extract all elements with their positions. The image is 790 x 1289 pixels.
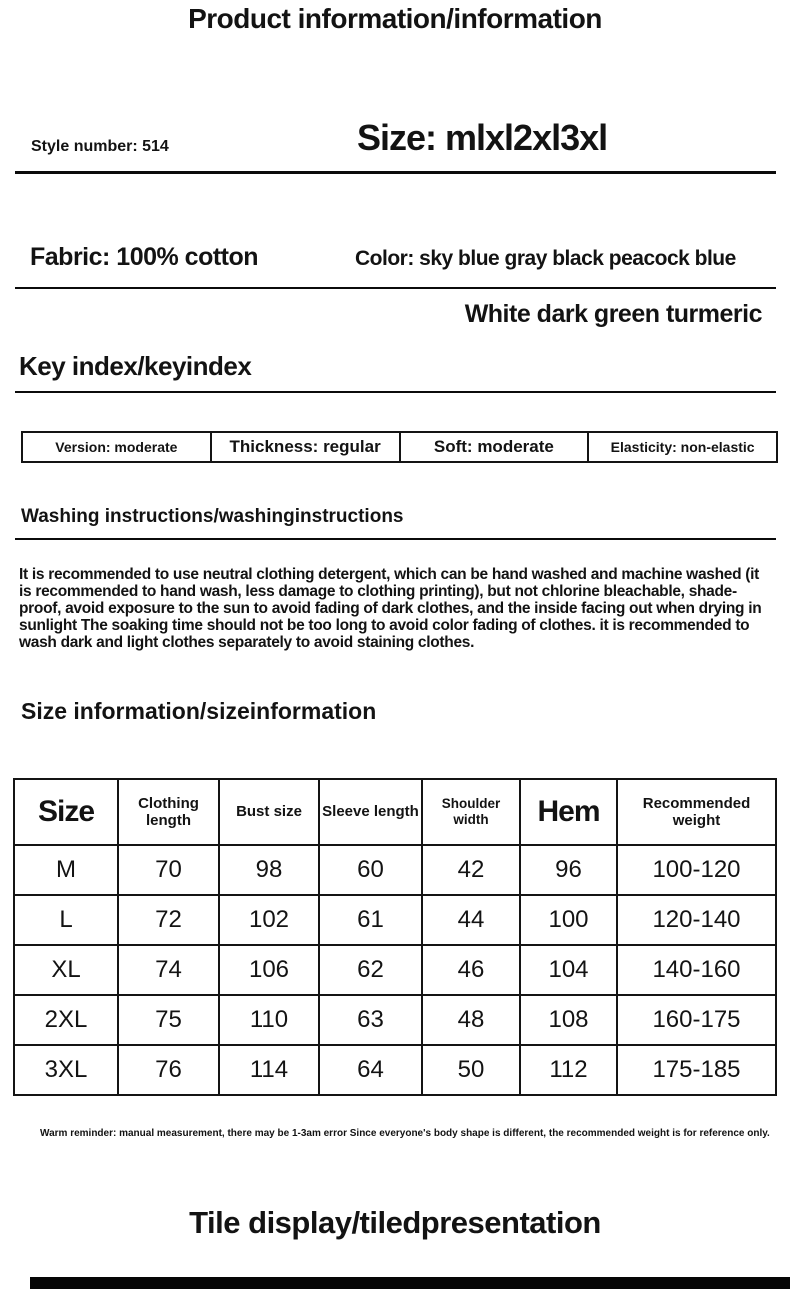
- cell-clothing-length: 70: [118, 845, 219, 895]
- cell-sleeve-length: 64: [319, 1045, 422, 1095]
- size-information-heading: Size information/sizeinformation: [21, 698, 377, 724]
- cell-bust-size: 102: [219, 895, 319, 945]
- table-row-xl: [14, 945, 776, 995]
- cell-bust-size: 114: [219, 1045, 319, 1095]
- cell-hem: 108: [520, 995, 617, 1045]
- key-index-table: [21, 431, 778, 463]
- cell-clothing-length: 75: [118, 995, 219, 1045]
- cell-size: M: [14, 845, 118, 895]
- page-title: Product information/information: [188, 3, 602, 34]
- column-header-recommended-weight: Recommended weight: [617, 779, 776, 845]
- column-header-hem: Hem: [520, 779, 617, 845]
- cell-sleeve-length: 62: [319, 945, 422, 995]
- color-extra-label: White dark green turmeric: [464, 300, 762, 328]
- cell-hem: 112: [520, 1045, 617, 1095]
- cell-clothing-length: 72: [118, 895, 219, 945]
- key-index-cell-elasticity: Elasticity: non-elastic: [587, 433, 776, 461]
- table-row-l: [14, 895, 776, 945]
- cell-recommended-weight: 140-160: [617, 945, 776, 995]
- cell-clothing-length: 74: [118, 945, 219, 995]
- washing-instructions-text: It is recommended to use neutral clothing detergent, which can be hand washed and machine washed (it is recommended to hand wash, less damage to clothing printing), but not chlorine bleachable, shade-proof, avoid exposure to the sun to avoid fading of dark clothes, and the inside facing out when drying in sunlight The soaking time should not be too long to avoid color fading of clothes. it is recommended to wash dark and light clothes separately to avoid staining clothes.: [19, 566, 762, 651]
- cell-sleeve-length: 63: [319, 995, 422, 1045]
- column-header-clothing-length: Clothing length: [118, 779, 219, 845]
- cell-size: XL: [14, 945, 118, 995]
- cell-recommended-weight: 120-140: [617, 895, 776, 945]
- cell-shoulder-width: 50: [422, 1045, 520, 1095]
- table-row-2xl: [14, 995, 776, 1045]
- column-header-sleeve-length: Sleeve length: [319, 779, 422, 845]
- column-header-bust-size: Bust size: [219, 779, 319, 845]
- cell-size: 2XL: [14, 995, 118, 1045]
- size-table-header-row: [14, 779, 776, 845]
- cell-hem: 100: [520, 895, 617, 945]
- table-row-3xl: [14, 1045, 776, 1095]
- cell-shoulder-width: 42: [422, 845, 520, 895]
- column-header-shoulder-width: Shoulder width: [422, 779, 520, 845]
- cell-recommended-weight: 160-175: [617, 995, 776, 1045]
- divider-line: [15, 538, 776, 540]
- cell-hem: 96: [520, 845, 617, 895]
- washing-instructions-heading: Washing instructions/washinginstructions: [21, 506, 404, 527]
- cell-shoulder-width: 44: [422, 895, 520, 945]
- key-index-cell-thickness: Thickness: regular: [210, 433, 399, 461]
- size-range-label: Size: mlxl2xl3xl: [357, 117, 608, 158]
- column-header-size: Size: [14, 779, 118, 845]
- key-index-cell-soft: Soft: moderate: [399, 433, 588, 461]
- cell-recommended-weight: 175-185: [617, 1045, 776, 1095]
- cell-recommended-weight: 100-120: [617, 845, 776, 895]
- size-chart-table: [13, 778, 777, 1096]
- divider-line: [15, 287, 776, 289]
- cell-bust-size: 106: [219, 945, 319, 995]
- cell-bust-size: 98: [219, 845, 319, 895]
- style-number-label: Style number: 514: [31, 138, 169, 155]
- table-row-m: [14, 845, 776, 895]
- cell-hem: 104: [520, 945, 617, 995]
- cell-clothing-length: 76: [118, 1045, 219, 1095]
- tile-display-heading: Tile display/tiledpresentation: [189, 1205, 601, 1240]
- bottom-image-edge: [30, 1277, 790, 1289]
- cell-size: 3XL: [14, 1045, 118, 1095]
- cell-shoulder-width: 48: [422, 995, 520, 1045]
- cell-sleeve-length: 61: [319, 895, 422, 945]
- key-index-heading: Key index/keyindex: [19, 351, 252, 381]
- cell-sleeve-length: 60: [319, 845, 422, 895]
- key-index-cell-version: Version: moderate: [55, 439, 178, 455]
- color-label: Color: sky blue gray black peacock blue: [355, 247, 736, 270]
- cell-shoulder-width: 46: [422, 945, 520, 995]
- cell-size: L: [14, 895, 118, 945]
- divider-line: [15, 171, 776, 174]
- fabric-label: Fabric: 100% cotton: [30, 243, 259, 271]
- divider-line: [15, 391, 776, 393]
- warm-reminder-text: Warm reminder: manual measurement, there may be 1-3am error Since everyone's body shape is different, the recommended weight is for reference only.: [40, 1128, 770, 1139]
- cell-bust-size: 110: [219, 995, 319, 1045]
